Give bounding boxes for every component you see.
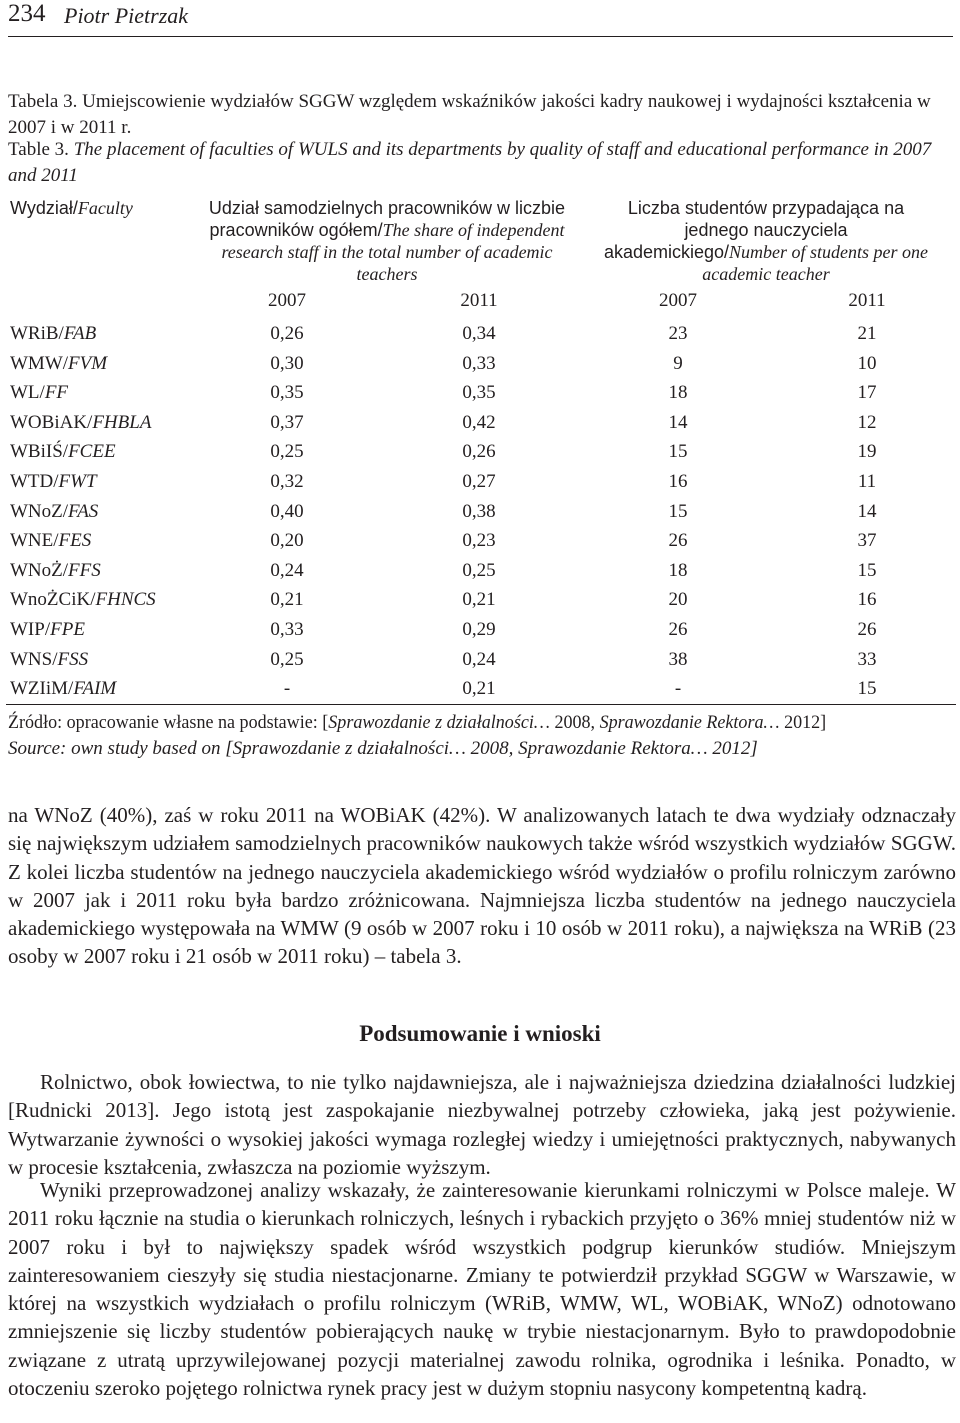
- value-cell: 0,21: [462, 678, 496, 700]
- table-caption-text-pl: Umiejscowienie wydziałów SGGW względem wskaźników jakości kadry naukowej i wydajności kształcenia w 2007 i w 2011 r.: [8, 91, 931, 138]
- value-cell: 0,25: [462, 559, 496, 581]
- value-cell: 15: [857, 559, 877, 581]
- value-cell: 15: [668, 441, 688, 463]
- table-row: [6, 585, 956, 615]
- faculty-cell: WNoŻ/FFS: [10, 559, 101, 581]
- faculty-cell: WRiB/FAB: [10, 323, 97, 344]
- value-cell: 0,34: [462, 323, 496, 344]
- year-header: 2011: [848, 290, 886, 311]
- table-row: [6, 526, 956, 556]
- value-cell: 0,33: [462, 352, 496, 374]
- year-header: 2011: [460, 290, 498, 311]
- value-cell: -: [674, 678, 682, 700]
- value-cell: 12: [857, 411, 877, 433]
- value-cell: 0,40: [270, 500, 304, 522]
- value-cell: 19: [857, 441, 877, 463]
- value-cell: 15: [668, 500, 688, 522]
- value-cell: 10: [857, 352, 877, 374]
- value-cell: 0,27: [462, 470, 496, 492]
- table-row: [6, 497, 956, 527]
- value-cell: 26: [668, 530, 688, 552]
- column-header-share: Udział samodzielnych pracowników w liczbie pracowników ogółem/The share of independent research staff in the total number of academic teachers: [208, 198, 566, 284]
- running-author: Piotr Pietrzak: [64, 3, 189, 28]
- value-cell: 0,24: [270, 559, 304, 581]
- value-cell: 0,38: [462, 500, 496, 522]
- table-caption-en: [8, 137, 956, 189]
- table-caption-pl: [8, 89, 956, 141]
- data-table: [6, 193, 956, 707]
- value-cell: 14: [857, 500, 877, 522]
- faculty-cell: WTD/FWT: [10, 470, 97, 492]
- value-cell: 0,37: [270, 411, 304, 433]
- value-cell: 0,32: [270, 470, 304, 492]
- faculty-cell: WMW/FVM: [10, 352, 108, 374]
- value-cell: 0,23: [462, 530, 496, 552]
- value-cell: 0,25: [270, 648, 304, 670]
- body-paragraph: na WNoZ (40%), zaś w roku 2011 na WOBiAK (42%). W analizowanych latach te dwa wydziały odznaczały się największym udziałem samodzielnych pracowników naukowych także wśród wszystkich wydziałów SGGW. Z kolei liczba studentów na jednego nauczyciela akademickiego wśród wydziałów o profilu rolniczym zarówno w 2007 jak i 2011 roku była bardzo zróżnicowana. Najmniejsza liczba studentów na jednego nauczyciela akademickiego występowała na WMW (9 osób w 2007 roku i 10 osób w 2011 roku), a największa na WRiB (23 osoby w 2007 roku i 21 osób w 2011 roku) – tabela 3.: [8, 803, 956, 969]
- faculty-cell: WNS/FSS: [10, 648, 89, 670]
- table-row: [6, 645, 956, 675]
- value-cell: 26: [668, 618, 688, 640]
- table-bottom-rule: [6, 704, 956, 705]
- table-row: [6, 437, 956, 467]
- year-header: 2007: [268, 290, 306, 311]
- value-cell: 0,26: [462, 441, 496, 463]
- value-cell: 0,30: [270, 352, 304, 374]
- value-cell: 18: [668, 382, 688, 404]
- value-cell: 0,20: [270, 530, 304, 552]
- value-cell: 16: [857, 589, 877, 611]
- year-header-row: [6, 290, 956, 316]
- column-header-students: Liczba studentów przypadająca na jednego nauczyciela akademickiego/Number of students per one academic teacher: [603, 198, 929, 284]
- value-cell: 33: [857, 648, 877, 670]
- value-cell: -: [283, 678, 291, 700]
- table-row: [6, 408, 956, 438]
- faculty-cell: WNE/FES: [10, 530, 92, 552]
- table-row: [6, 674, 956, 704]
- table-label-pl: Tabela 3.: [8, 91, 78, 112]
- faculty-cell: WNoZ/FAS: [10, 500, 99, 522]
- value-cell: 0,21: [462, 589, 496, 611]
- value-cell: 0,29: [462, 618, 496, 640]
- table-row: [6, 615, 956, 645]
- value-cell: 15: [857, 678, 877, 700]
- value-cell: 38: [668, 648, 688, 670]
- running-header: [8, 0, 953, 37]
- source-note-pl: Źródło: opracowanie własne na podstawie: [Sprawozdanie z działalności… 2008, Sprawozdanie Rektora… 2012]: [8, 712, 827, 733]
- value-cell: 0,21: [270, 589, 304, 611]
- value-cell: 0,24: [462, 648, 496, 670]
- table-row: [6, 378, 956, 408]
- faculty-cell: WnoŻCiK/FHNCS: [10, 589, 156, 611]
- body-paragraph: Rolnictwo, obok łowiectwa, to nie tylko najdawniejsza, ale i najważniejsza dziedzina działalności ludzkiej [Rudnicki 2013]. Jego istotą jest zaspokajanie niezbywalnej potrzeby człowieka, jaką jest pożywienie. Wytwarzanie żywności o wysokiej jakości wymaga rozległej wiedzy i umiejętności praktycznych, nabywanych w procesie kształcenia, zwłaszcza na poziomie wyższym.: [8, 1070, 956, 1179]
- value-cell: 23: [668, 323, 688, 344]
- table-body: [6, 319, 956, 704]
- value-cell: 0,33: [270, 618, 304, 640]
- table-label-en: Table 3.: [8, 139, 69, 160]
- value-cell: 11: [857, 470, 877, 492]
- value-cell: 37: [857, 530, 877, 552]
- value-cell: 21: [857, 323, 877, 344]
- value-cell: 9: [673, 352, 683, 374]
- faculty-cell: WIP/FPE: [10, 618, 85, 640]
- faculty-cell: WL/FF: [10, 382, 69, 404]
- value-cell: 0,42: [462, 411, 496, 433]
- value-cell: 20: [668, 589, 688, 611]
- faculty-cell: WZIiM/FAIM: [10, 678, 117, 700]
- column-header-faculty: Wydział/Faculty: [10, 198, 133, 218]
- value-cell: 0,25: [270, 441, 304, 463]
- value-cell: 17: [857, 382, 877, 404]
- faculty-cell: WBiIŚ/FCEE: [10, 441, 116, 463]
- value-cell: 18: [668, 559, 688, 581]
- table-caption-text-en: The placement of faculties of WULS and its departments by quality of staff and educational performance in 2007 and 2011: [8, 139, 932, 186]
- section-heading: Podsumowanie i wnioski: [359, 1021, 601, 1046]
- source-note-en: Source: own study based on [Sprawozdanie z działalności… 2008, Sprawozdanie Rektora… 2012]: [8, 738, 758, 759]
- table-row: [6, 319, 956, 349]
- value-cell: 0,35: [462, 382, 496, 404]
- value-cell: 0,26: [270, 323, 304, 344]
- faculty-cell: WOBiAK/FHBLA: [10, 411, 152, 433]
- value-cell: 14: [668, 411, 688, 433]
- page-number: 234: [8, 0, 46, 27]
- table-row: [6, 467, 956, 497]
- year-header: 2007: [659, 290, 697, 311]
- table-row: [6, 349, 956, 379]
- value-cell: 26: [857, 618, 877, 640]
- table-row: [6, 556, 956, 586]
- body-paragraph: Wyniki przeprowadzonej analizy wskazały, że zainteresowanie kierunkami rolniczymi w Polsce maleje. W 2011 roku łącznie na studia o kierunkach rolniczych, leśnych i rybackich przyjęto o 36% mniej studentów niż w 2007 roku i był to największy spadek wśród wszystkich podgrup kierunków studiów. Mniejszym zainteresowaniem cieszyły się studia niestacjonarne. Zmiany te potwierdził przykład SGGW w Warszawie, w której na wszystkich wydziałach o profilu rolniczym (WRiB, WMW, WL, WOBiAK, WNoZ) odnotowano zmniejszenie się liczby studentów pobierających naukę w trybie niestacjonarnym. Było to prawdopodobnie związane z utratą uprzywilejowanej pozycji materialnej zawodu rolnika, ogrodnika i leśnika. Ponadto, w otoczeniu szeroko pojętego rolnictwa rynek pracy jest w dużym stopniu nasycony kompetentną kadrą.: [8, 1178, 956, 1401]
- value-cell: 16: [668, 470, 688, 492]
- value-cell: 0,35: [270, 382, 304, 404]
